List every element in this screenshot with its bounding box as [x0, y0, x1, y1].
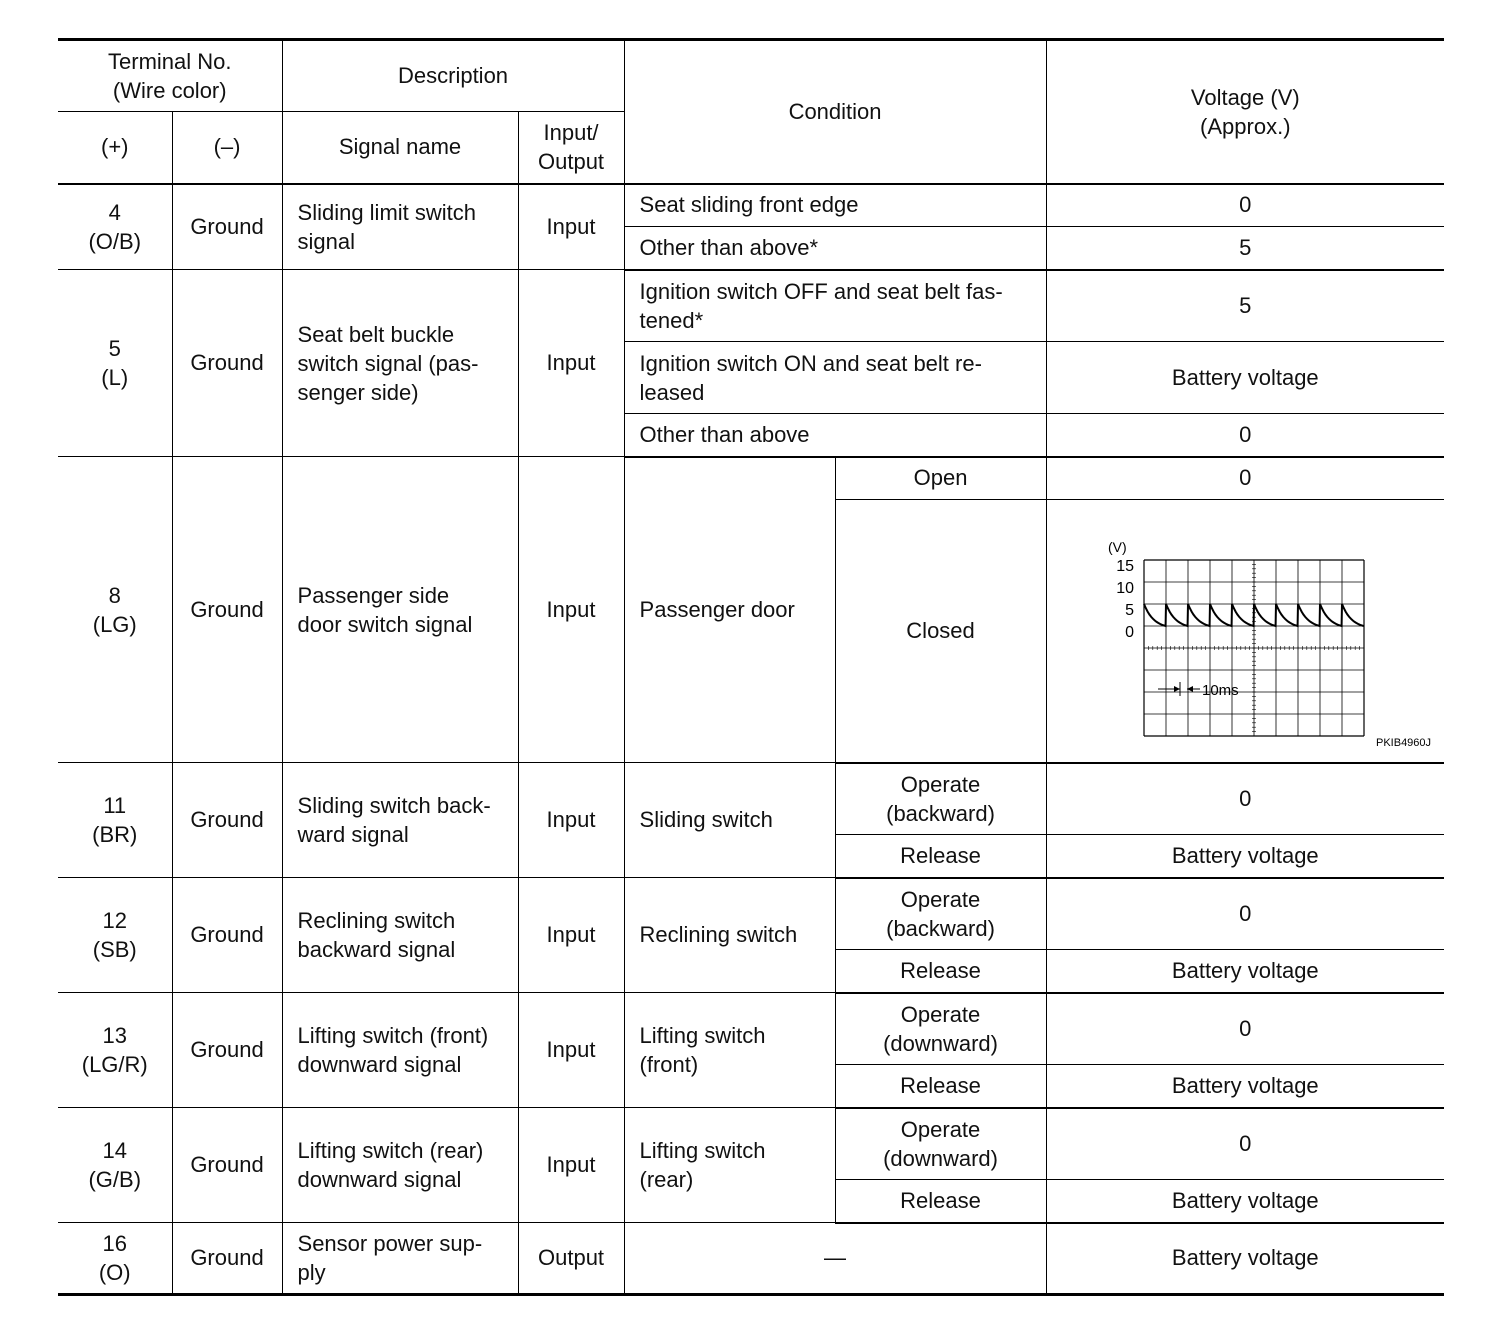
condition-cell: Seat sliding front edge	[624, 184, 1046, 227]
waveform-unit-label: (V)	[1108, 538, 1127, 555]
table-row	[58, 1223, 1444, 1295]
header-terminal-no: Terminal No. (Wire color)	[58, 40, 282, 112]
header-minus: (–)	[172, 112, 282, 184]
table-row	[58, 993, 1444, 1065]
terminal-cell: 4 (O/B)	[58, 184, 172, 270]
condition-main-cell: Reclining switch	[624, 878, 835, 993]
condition-cell: —	[624, 1223, 1046, 1295]
condition-sub-cell: Operate (backward)	[835, 878, 1046, 950]
io-cell: Input	[518, 878, 624, 993]
waveform-y-tick: 0	[1125, 623, 1135, 641]
voltage-cell: Battery voltage	[1046, 1223, 1444, 1295]
terminal-cell: 8 (LG)	[58, 457, 172, 763]
condition-main-cell: Sliding switch	[624, 763, 835, 878]
table-row	[58, 763, 1444, 835]
waveform-grid	[1144, 560, 1364, 736]
io-cell: Input	[518, 270, 624, 457]
table-row	[58, 878, 1444, 950]
condition-cell: Other than above*	[624, 227, 1046, 270]
header-description: Description	[282, 40, 624, 112]
voltage-cell: Battery voltage	[1046, 1180, 1444, 1223]
voltage-cell: 0	[1046, 414, 1444, 457]
condition-sub-cell: Release	[835, 835, 1046, 878]
condition-sub-cell: Closed	[835, 500, 1046, 763]
condition-sub-cell: Operate (downward)	[835, 993, 1046, 1065]
waveform-trace	[1144, 604, 1364, 626]
voltage-cell: Battery voltage	[1046, 1065, 1444, 1108]
terminal-cell: 16 (O)	[58, 1223, 172, 1295]
table-row	[58, 457, 1444, 500]
waveform-y-tick: 5	[1125, 601, 1135, 619]
signal-name-cell: Reclining switch backward signal	[282, 878, 518, 993]
voltage-cell: 0	[1046, 1108, 1444, 1180]
signal-name-cell: Sliding switch back- ward signal	[282, 763, 518, 878]
header-plus: (+)	[58, 112, 172, 184]
condition-sub-cell: Release	[835, 1065, 1046, 1108]
waveform-time-label: 10ms	[1202, 681, 1239, 699]
header-voltage: Voltage (V) (Approx.)	[1046, 40, 1444, 184]
voltage-cell: 0	[1046, 763, 1444, 835]
condition-cell: Ignition switch ON and seat belt re- leased	[624, 342, 1046, 414]
voltage-cell: 5	[1046, 270, 1444, 342]
voltage-waveform-cell	[1046, 500, 1444, 763]
signal-name-cell: Seat belt buckle switch signal (pas- senger side)	[282, 270, 518, 457]
header-input-output: Input/ Output	[518, 112, 624, 184]
voltage-cell: 0	[1046, 457, 1444, 500]
ground-cell: Ground	[172, 763, 282, 878]
voltage-cell: 0	[1046, 878, 1444, 950]
condition-sub-cell: Release	[835, 1180, 1046, 1223]
io-cell: Input	[518, 993, 624, 1108]
voltage-cell: Battery voltage	[1046, 342, 1444, 414]
io-cell: Input	[518, 457, 624, 763]
signal-name-cell: Lifting switch (front) downward signal	[282, 993, 518, 1108]
waveform-graph	[1050, 506, 1440, 756]
ground-cell: Ground	[172, 878, 282, 993]
header-signal-name: Signal name	[282, 112, 518, 184]
table-row	[58, 1108, 1444, 1180]
voltage-cell: 0	[1046, 184, 1444, 227]
signal-name-cell: Sensor power sup- ply	[282, 1223, 518, 1295]
terminal-cell: 14 (G/B)	[58, 1108, 172, 1223]
voltage-cell: 0	[1046, 993, 1444, 1065]
terminal-cell: 13 (LG/R)	[58, 993, 172, 1108]
signal-name-cell: Lifting switch (rear) downward signal	[282, 1108, 518, 1223]
table-row	[58, 270, 1444, 342]
voltage-cell: 5	[1046, 227, 1444, 270]
condition-main-cell: Lifting switch (front)	[624, 993, 835, 1108]
figure-code: PKIB4960J	[1376, 736, 1432, 749]
waveform-figure	[1050, 506, 1440, 756]
time-division-marker	[1158, 682, 1200, 696]
table-row	[58, 184, 1444, 227]
io-cell: Input	[518, 184, 624, 270]
condition-sub-cell: Release	[835, 950, 1046, 993]
condition-main-cell: Passenger door	[624, 457, 835, 763]
condition-sub-cell: Operate (backward)	[835, 763, 1046, 835]
condition-sub-cell: Open	[835, 457, 1046, 500]
signal-name-cell: Passenger side door switch signal	[282, 457, 518, 763]
waveform-y-tick: 15	[1116, 557, 1135, 575]
io-cell: Output	[518, 1223, 624, 1295]
terminal-cell: 11 (BR)	[58, 763, 172, 878]
voltage-cell: Battery voltage	[1046, 950, 1444, 993]
terminal-cell: 12 (SB)	[58, 878, 172, 993]
ground-cell: Ground	[172, 993, 282, 1108]
ground-cell: Ground	[172, 1223, 282, 1295]
terminal-spec-table	[58, 38, 1444, 1296]
condition-cell: Ignition switch OFF and seat belt fas- tened*	[624, 270, 1046, 342]
header-condition: Condition	[624, 40, 1046, 184]
signal-name-cell: Sliding limit switch signal	[282, 184, 518, 270]
ground-cell: Ground	[172, 270, 282, 457]
condition-sub-cell: Operate (downward)	[835, 1108, 1046, 1180]
condition-cell: Other than above	[624, 414, 1046, 457]
condition-main-cell: Lifting switch (rear)	[624, 1108, 835, 1223]
ground-cell: Ground	[172, 457, 282, 763]
terminal-cell: 5 (L)	[58, 270, 172, 457]
io-cell: Input	[518, 1108, 624, 1223]
io-cell: Input	[518, 763, 624, 878]
voltage-cell: Battery voltage	[1046, 835, 1444, 878]
ground-cell: Ground	[172, 184, 282, 270]
ground-cell: Ground	[172, 1108, 282, 1223]
waveform-y-tick: 10	[1116, 579, 1135, 597]
